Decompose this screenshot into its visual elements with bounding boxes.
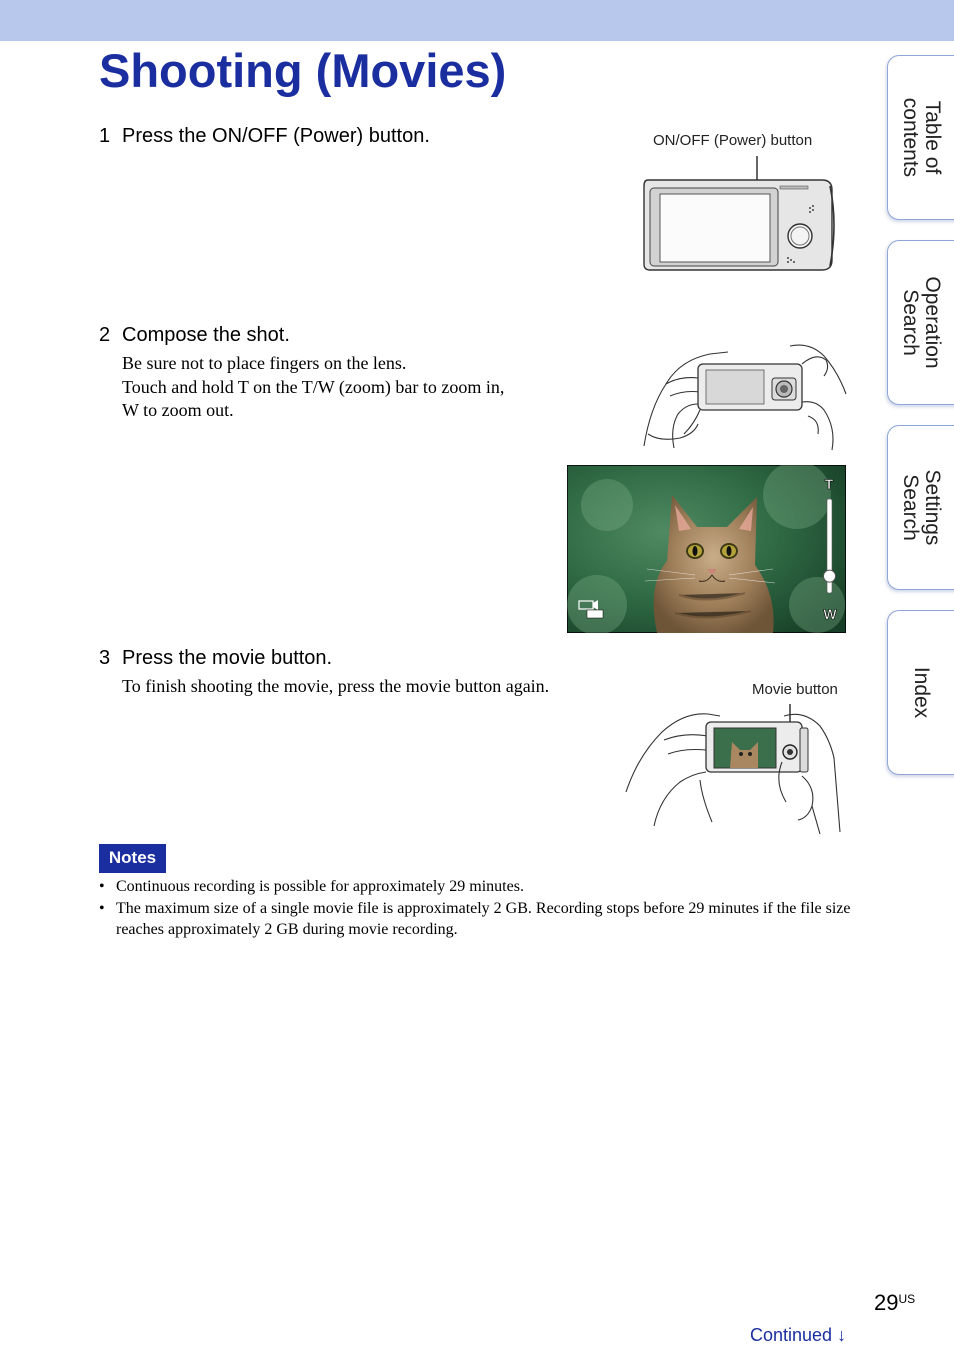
page-number-value: 29 [874,1290,899,1315]
tab-table-of-contents[interactable] [887,55,954,220]
tab-index[interactable] [887,610,954,775]
step-number: 1 [99,125,111,147]
zoom-screen-photo [567,465,846,633]
power-button-caption: ON/OFF (Power) button [653,132,813,149]
step-3-body [122,675,549,699]
bullet: • [99,899,105,917]
camera-front-illustration [640,152,840,284]
step-3-heading [99,647,332,670]
tab-label: Operation [921,276,944,369]
tab-label: Search [899,474,922,541]
body-line: Touch and hold T on the T/W (zoom) bar to zoom in, [122,376,505,397]
tab-label: Search [899,289,922,356]
step-1-heading [99,125,430,148]
body-line: To finish shooting the movie, press the movie button again. [122,676,550,696]
note-text: Continuous recording is possible for approximately 29 minutes. [116,878,524,895]
body-line: Be sure not to place fingers on the lens. [122,353,407,373]
tab-label: Index [910,666,933,719]
zoom-slider-knob[interactable] [824,570,836,582]
zoom-w-label: W [823,606,837,622]
header-band [0,0,954,41]
tab-label: Settings [921,469,944,546]
page-title: Shooting (Movies) [99,44,507,97]
page-number-suffix: US [898,1292,916,1306]
note-item [99,876,859,898]
notes-badge: Notes [99,844,166,873]
page-number [874,1290,915,1316]
step-number: 3 [99,647,111,669]
step-2-heading [99,324,290,347]
hands-holding-camera-illustration [640,338,850,453]
step-text: Compose the shot. [122,324,290,346]
continued-link[interactable] [750,1325,846,1346]
body-line: W to zoom out. [122,400,234,420]
tab-label: contents [899,97,922,178]
step-number: 2 [99,324,111,346]
bullet: • [99,878,105,895]
tab-settings-search[interactable] [887,425,954,590]
step-text: Press the ON/OFF (Power) button. [122,125,430,147]
notes-list [99,876,859,941]
note-text: The maximum size of a single movie file is approximately 2 GB. Recording stops before 29 minutes if the file size reaches approximately 2 GB during movie recording. [116,899,851,938]
continued-text: Continued [750,1325,833,1345]
zoom-t-label: T [824,476,834,492]
movie-button-caption: Movie button [752,681,838,698]
arrow-down-icon: ↓ [837,1325,847,1345]
step-text: Press the movie button. [122,647,333,669]
note-item [99,898,859,941]
hands-with-movie-button-illustration [624,702,852,838]
tab-label: Table of [921,100,944,175]
tab-operation-search[interactable] [887,240,954,405]
step-2-body [122,352,504,423]
